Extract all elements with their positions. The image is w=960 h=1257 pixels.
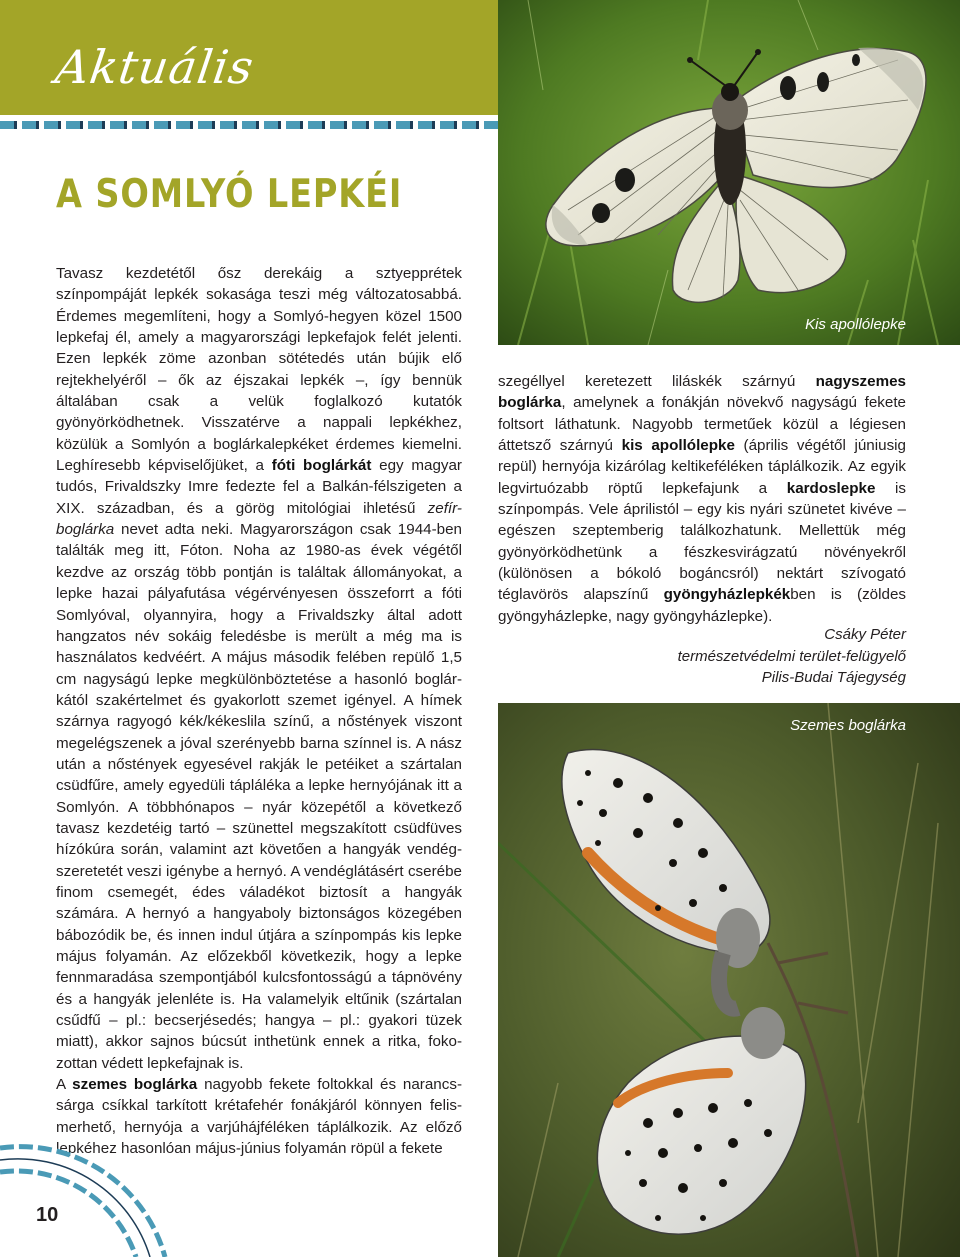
- text-run: (április végétől júniusig repül) hernyója kizárólag keltikeféléken táplálkozik. Az egyik legvirtuózabb röptű lepkefajunk a: [498, 437, 906, 497]
- article-title: A SOMLYÓ LEPKÉI: [56, 172, 403, 217]
- author-role: természetvédelmi terület-felügyelő: [677, 647, 906, 665]
- text-run: egy magyar tudós, Frivaldszky Imre fedezte fel a Balkán-félszigeten a XIX. században, és a görög mitológiai ihletésű: [56, 457, 462, 517]
- author-block: [546, 624, 906, 689]
- photo-szemes-boglarka: [498, 703, 960, 1257]
- section-header-band: [0, 0, 498, 115]
- text-run: nevet adta neki. Magyarországon csak 1944-ben találták meg itt, Fóton. Noha az 1980-as évek végétől kezdve az ország több pontján is találtak állományokat, a lepke hazai pályafutása végérvényesen összeforrt a fóti Somlyóval, olyannyira, hogy a Frivaldszky által adott hangzatos név sokáig feledésbe is merült a még ma is használatos kedvéért. A május második felében repülő 1,5 cm nagyságú lepke megkülönböztetése a hasonló boglárkától szakértelmet és gyakorlott szemet igényel. A hímek szárnya ragyogó kék/kékeslila színű, a nőstények viszont megelégszenek a jóval szerényebb barna színnel is. A nász után a nőstények egyesével rakják le petéiket a szártalan csüdfűre, amely egyedüli tápláléka a lepke hernyójának itt a Somlyón. A többhónapos – nyár közepétől a következő tavasz kezdetéig tartó – szünettel megszakított csüdfüves hízókúra során, valamint azt követően a hangyák vendégszeretetét veszi igénybe a hernyó. A vendéglátásért cserébe finom csemegét, édes váladékot biztosít a hangyák számára. A hernyó a hangyaboly biztonságos közegében bábozódik be, és innen indul útjára a színpompás kis lepke május folyamán. Az előzekből következik, hogy a lepke fennmaradása szempontjából kulcsfontosságú a tápnövény és a hangyák jelenléte is. Ha valamelyik eltűnik (szártalan csűdfű – pl.: becserjésedés; hangya – pl.: gyakori tüzek miatt), akkor sajnos búcsút inthetünk ennek a ritka, fokozottan védett lepkefajnak is.: [56, 521, 462, 1072]
- apollo-butterfly-illustration: [498, 0, 960, 345]
- photo-kis-apollolepke: [498, 0, 960, 345]
- text-column-right: [498, 371, 906, 627]
- species-name: kis apollólepke: [621, 437, 735, 455]
- text-run: nagyobb fekete foltokkal és narancssárga csíkkal tarkított krétafehér fonákjáról könnyen felismerhető, hernyója a varjúhájféléken táplálkozik. Az előző lepkéhez hasonlóan május-június folyamán röpül a fekete: [56, 1076, 462, 1158]
- species-name: szemes boglárka: [72, 1076, 198, 1094]
- species-name: kardoslepke: [786, 479, 876, 497]
- paragraph: [498, 371, 906, 627]
- text-run: A: [56, 1076, 73, 1094]
- species-alt-name: zefír-boglárka: [56, 499, 462, 539]
- author-organization: Pilis-Budai Tájegység: [761, 669, 906, 686]
- species-name: gyöngyházlepkék: [663, 586, 791, 604]
- author-name: Csáky Péter: [824, 626, 906, 643]
- section-title: Aktuális: [52, 40, 258, 94]
- szemes-butterflies-illustration: [498, 703, 960, 1257]
- photo-caption-szemes: Szemes boglárka: [790, 717, 906, 734]
- text-run: ben is (zöldes gyöngyházlepke, nagy gyöngyházlepke).: [498, 586, 906, 625]
- decorative-dash-bar: [0, 121, 498, 129]
- text-column-left: [56, 263, 462, 1159]
- text-run: szegéllyel keretezett liláskék szárnyú: [498, 373, 816, 390]
- photo-caption-apollo: Kis apollólepke: [805, 316, 906, 333]
- decorative-arcs: [0, 1120, 190, 1257]
- page-number: 10: [36, 1204, 59, 1226]
- species-name: nagyszemes boglárka: [498, 373, 906, 412]
- text-run: is színpompás. Vele áprilistól – egy kis nyári szünetet kivéve – egészen szeptemberig találkozhatunk. Mellettük még gyönyörködhetünk a fészkesvirágzatú növényekről (különösen a bókoló bogáncsról) nektárt szívogató téglavörös alapszínű: [498, 479, 906, 604]
- text-run: Tavasz kezdetétől ősz derekáig a sztyepprétek színpompáját lepkék sokasága teszi még változatosabbá. Érdemes megemlíteni, hogy a Somlyó-hegyen közel 1500 lepkefaj él, amely a magyarországi lepkefajok felét jelenti. Ezen lepkék zöme azonban sötétedés után bújik elő rejtekhelyéről – ők az éjszakai lepkék –, így bennük általában csak a velük foglalkozó kutatók gyönyörködhetnek. Visszatérve a nappali lepkékhez, közülük a Somlyón a boglárkalepkéket érdemes kiemelni. Leghíresebb képviselőjüket, a: [56, 265, 462, 475]
- paragraph: [56, 263, 462, 1074]
- species-name: fóti boglárkát: [271, 457, 372, 475]
- text-run: , amelynek a fonákján növekvő nagyságú fekete foltsort láthatunk. Nagyobb termetűek közül a légiesen áttetsző szárnyú: [498, 394, 906, 455]
